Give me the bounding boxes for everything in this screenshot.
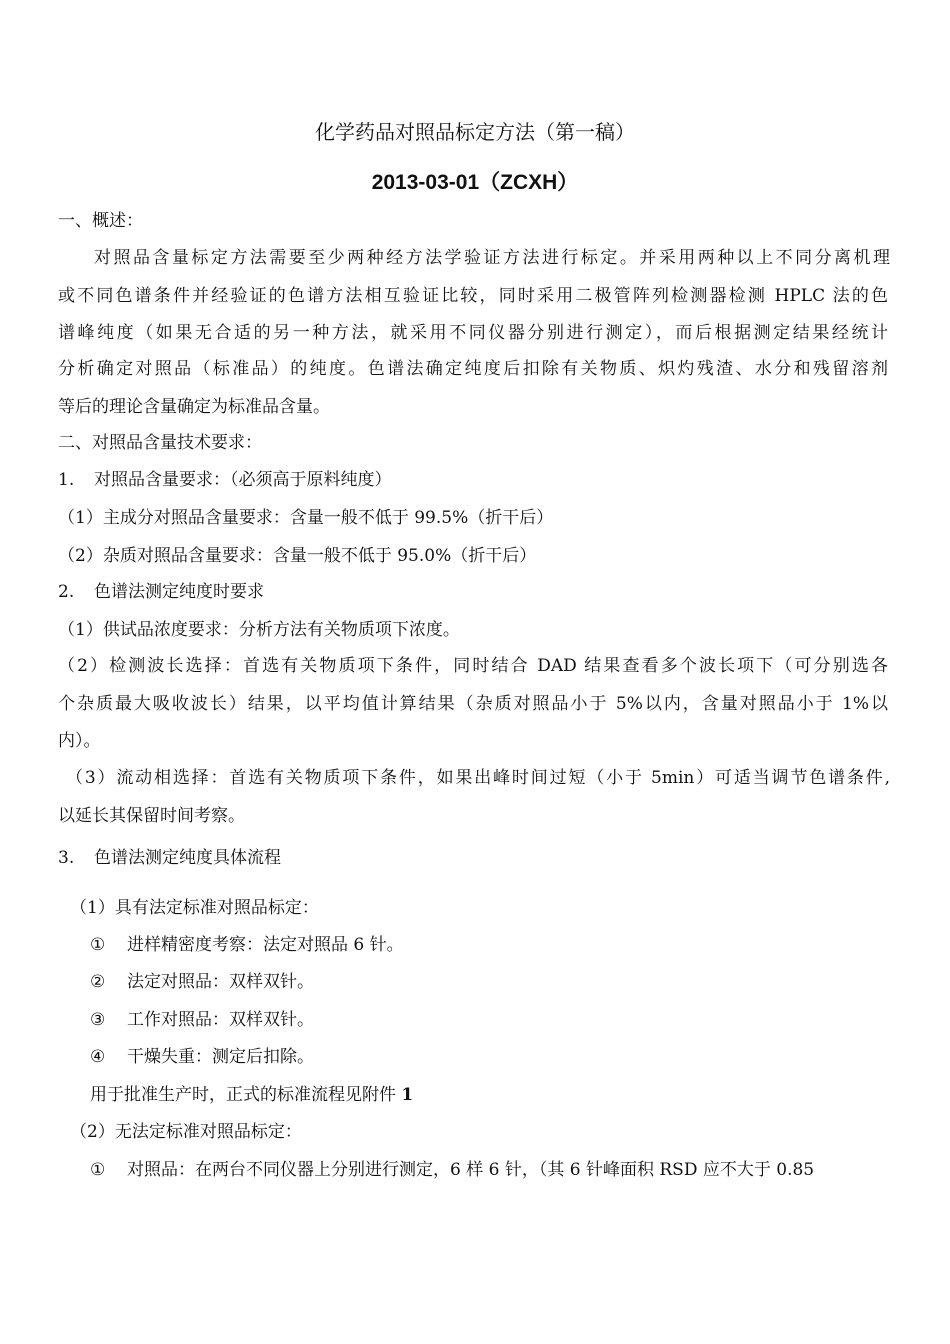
sub-item: （2）检测波长选择：首选有关物质项下条件，同时结合 DAD 结果查看多个波长项下（可分别选各 — [58, 656, 888, 676]
circled-marker: ① — [90, 935, 106, 955]
item-number: 3. — [58, 848, 75, 868]
item-text: 色谱法测定纯度时要求 — [94, 582, 264, 602]
sub-item: 个杂质最大吸收波长）结果，以平均值计算结果（杂质对照品小于 5%以内，含量对照品小于 1%以 — [58, 694, 888, 714]
paragraph-line: 分析确定对照品（标准品）的纯度。色谱法确定纯度后扣除有关物质、炽灼残渣、水分和残留溶剂 — [58, 359, 888, 379]
sub-item: （1）主成分对照品含量要求：含量一般不低于 99.5%（折干后） — [58, 508, 554, 528]
attachment-note-text: 用于批准生产时，正式的标准流程见附件 — [90, 1085, 402, 1105]
item-number: 2. — [58, 582, 75, 602]
circled-marker: ① — [90, 1160, 106, 1180]
document-title: 化学药品对照品标定方法（第一稿） — [315, 120, 635, 144]
list-item: 进样精密度考察：法定对照品 6 针。 — [127, 935, 404, 955]
sub-item: 内）。 — [58, 731, 101, 751]
item-text: 色谱法测定纯度具体流程 — [94, 848, 281, 868]
sub-item: （3）流动相选择：首选有关物质项下条件，如果出峰时间过短（小于 5min）可适当调节色谱条件, — [66, 768, 890, 788]
circled-marker: ④ — [90, 1047, 106, 1067]
circled-marker: ③ — [90, 1010, 106, 1030]
list-item: 对照品：在两台不同仪器上分别进行测定，6 样 6 针，（其 6 针峰面积 RSD 应不大于 0.85 — [127, 1160, 815, 1180]
document-date-code: 2013-03-01（ZCXH） — [371, 171, 579, 194]
paragraph-line: 对照品含量标定方法需要至少两种经方法学验证方法进行标定。并采用两种以上不同分离机理 — [94, 248, 890, 268]
section-2-heading: 二、对照品含量技术要求： — [58, 433, 262, 453]
sub-item: （1）具有法定标准对照品标定： — [70, 898, 319, 918]
sub-item: （2）杂质对照品含量要求：含量一般不低于 95.0%（折干后） — [58, 546, 537, 566]
sub-item: （2）无法定标准对照品标定： — [70, 1122, 302, 1142]
attachment-note — [90, 1084, 413, 1106]
section-1-heading: 一、概述： — [58, 211, 143, 231]
paragraph-line: 谱峰纯度（如果无合适的另一种方法，就采用不同仪器分别进行测定），而后根据测定结果经统计 — [58, 323, 888, 343]
paragraph-line: 等后的理论含量确定为标准品含量。 — [58, 397, 330, 417]
sub-item: 以延长其保留时间考察。 — [58, 806, 245, 826]
circled-marker: ② — [90, 972, 106, 992]
item-number: 1. — [58, 470, 75, 490]
paragraph-line: 或不同色谱条件并经验证的色谱方法相互验证比较，同时采用二极管阵列检测器检测 HPLC 法的色 — [58, 286, 888, 306]
list-item: 工作对照品：双样双针。 — [127, 1010, 314, 1030]
list-item: 干燥失重：测定后扣除。 — [127, 1047, 314, 1067]
list-item: 法定对照品：双样双针。 — [127, 972, 314, 992]
item-text: 对照品含量要求：（必须高于原料纯度） — [94, 470, 392, 490]
sub-item: （1）供试品浓度要求：分析方法有关物质项下浓度。 — [58, 620, 460, 640]
attachment-number: 1 — [401, 1085, 414, 1105]
